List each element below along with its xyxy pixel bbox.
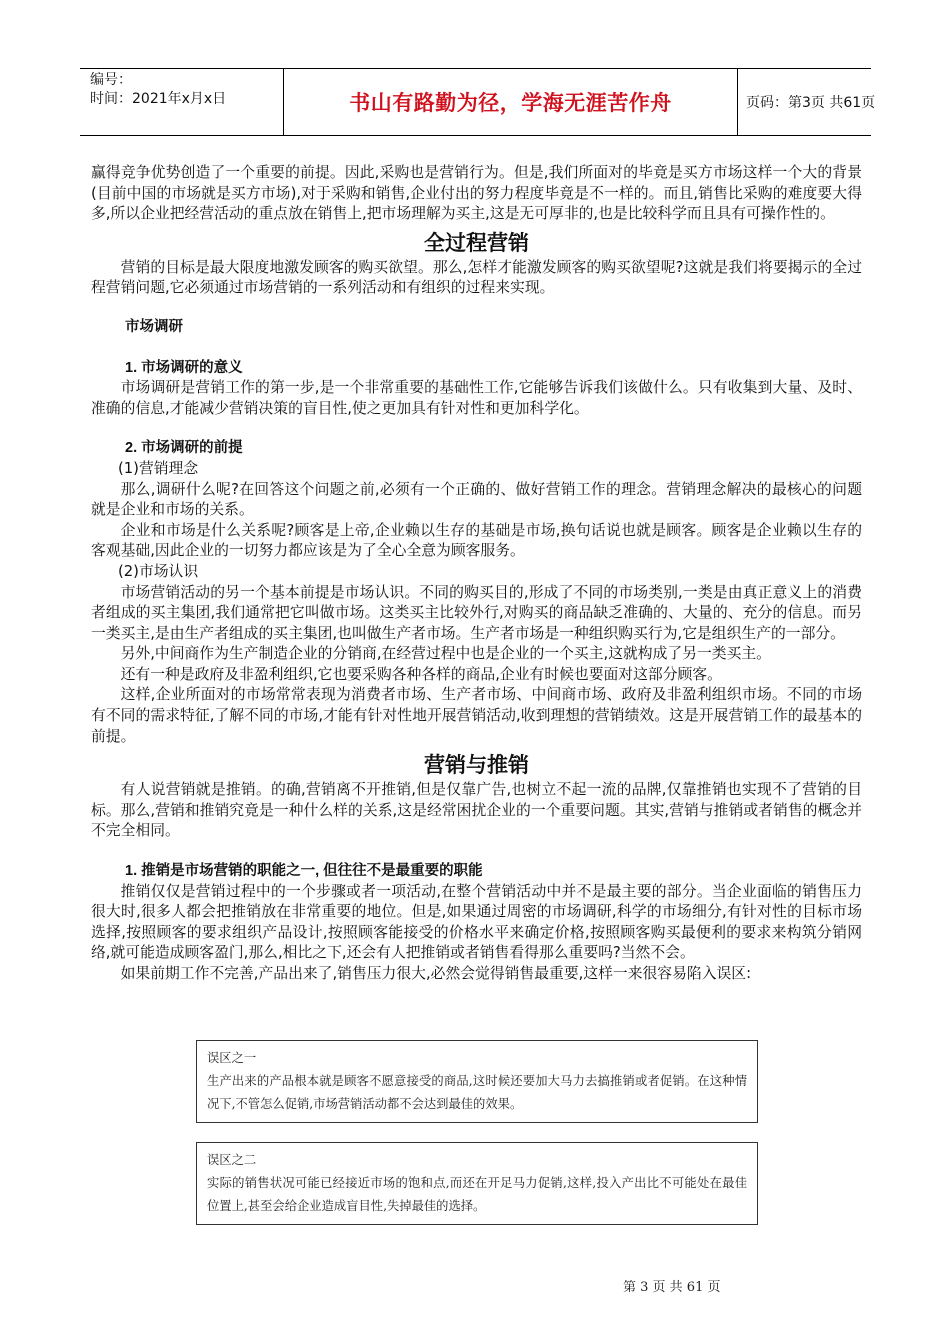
heading-research-meaning: 1. 市场调研的意义 [125, 359, 243, 376]
paragraph: 另外,中间商作为生产制造企业的分销商,在经营过程中也是企业的一个买主,这就构成了另一类买主。 [120, 645, 771, 663]
section-title-marketing-vs-selling: 营销与推销 [424, 753, 529, 778]
list-item-market-cognition: (2)市场认识 [118, 562, 199, 580]
header-meta [80, 69, 284, 135]
misconception-box-1 [196, 1040, 758, 1123]
subsection-title-market-research: 市场调研 [125, 318, 183, 335]
section-title-full-process-marketing: 全过程营销 [424, 230, 529, 255]
header-time-label: 时间：2021年x月x日 [90, 91, 227, 107]
heading-selling-function: 1. 推销是市场营销的职能之一, 但往往不是最重要的职能 [125, 863, 483, 880]
header-motto: 书山有路勤为径，学海无涯苦作舟 [284, 69, 738, 135]
list-item-marketing-concept: (1)营销理念 [118, 459, 199, 477]
misconception-title: 误区之一 [207, 1051, 257, 1065]
document-body [91, 163, 862, 985]
misconception-title: 误区之二 [207, 1153, 257, 1167]
paragraph: 企业和市场是什么关系呢?顾客是上帝,企业赖以生存的基础是市场,换句话说也就是顾客。顾客是企业赖以生存的客观基础,因此企业的一切努力都应该是为了全心全意为顾客服务。 [91, 521, 862, 560]
header-number-label: 编号： [90, 72, 132, 88]
paragraph: 推销仅仅是营销过程中的一个步骤或者一项活动,在整个营销活动中并不是最主要的部分。当企业面临的销售压力很大时,很多人都会把推销放在非常重要的地位。但是,如果通过周密的市场调研,科学的市场细分,有针对性的目标市场选择,按照顾客的要求组织产品设计,按照顾客能接受的价格水平来确定价格,按照顾客购买最便利的要求来构筑分销网络,就可能造成顾客盈门,那么,相比之下,还会有人把推销或者销售看得那么重要吗?当然不会。 [91, 882, 862, 962]
misconception-box-2 [196, 1142, 758, 1225]
heading-research-premise: 2. 市场调研的前提 [125, 440, 243, 457]
header-page-info: 页码：第3页 共61页 [746, 95, 876, 111]
misconception-text: 实际的销售状况可能已经接近市场的饱和点,而还在开足马力促销,这样,投入产出比不可能处在最佳位置上,甚至会给企业造成盲目性,失掉最佳的选择。 [207, 1176, 747, 1213]
paragraph: 那么,调研什么呢?在回答这个问题之前,必须有一个正确的、做好营销工作的理念。营销理念解决的最核心的问题就是企业和市场的关系。 [91, 480, 862, 519]
paragraph: 市场营销活动的另一个基本前提是市场认识。不同的购买目的,形成了不同的市场类别,一类是由真正意义上的消费者组成的买主集团,我们通常把它叫做市场。这类买主比较外行,对购买的商品缺乏准确的、大量的、充分的信息。而另一类买主,是由生产者组成的买主集团,也叫做生产者市场。生产者市场是一种组织购买行为,它是组织生产的一部分。 [91, 583, 862, 642]
paragraph: 有人说营销就是推销。的确,营销离不开推销,但是仅靠广告,也树立不起一流的品牌,仅靠推销也实现不了营销的目标。那么,营销和推销究竟是一种什么样的关系,这是经常困扰企业的一个重要问题。其实,营销与推销或者销售的概念并不完全相同。 [91, 781, 862, 840]
paragraph: 市场调研是营销工作的第一步,是一个非常重要的基础性工作,它能够告诉我们该做什么。只有收集到大量、及时、准确的信息,才能减少营销决策的盲目性,使之更加具有针对性和更加科学化。 [91, 379, 862, 417]
paragraph: 如果前期工作不完善,产品出来了,销售压力很大,必然会觉得销售最重要,这样一来很容易陷入误区: [120, 965, 752, 982]
paragraph: 赢得竞争优势创造了一个重要的前提。因此,采购也是营销行为。但是,我们所面对的毕竟是买方市场这样一个大的背景(目前中国的市场就是买方市场),对于采购和销售,企业付出的努力程度毕竟是不一样的。而且,销售比采购的难度要大得多,所以企业把经营活动的重点放在销售上,把市场理解为买主,这是无可厚非的,也是比较科学而且具有可操作性的。 [91, 164, 862, 223]
paragraph: 这样,企业所面对的市场常常表现为消费者市场、生产者市场、中间商市场、政府及非盈利组织市场。不同的市场有不同的需求特征,了解不同的市场,才能有针对性地开展营销活动,收到理想的营销绩效。这是开展营销工作的最基本的前提。 [91, 686, 862, 745]
page-header [80, 68, 876, 136]
page-footer: 第 3 页 共 61 页 [623, 1280, 721, 1295]
paragraph: 营销的目标是最大限度地激发顾客的购买欲望。那么,怎样才能激发顾客的购买欲望呢?这就是我们将要揭示的全过程营销问题,它必须通过市场营销的一系列活动和有组织的过程来实现。 [91, 258, 862, 297]
misconception-text: 生产出来的产品根本就是顾客不愿意接受的商品,这时候还要加大马力去搞推销或者促销。在这种情况下,不管怎么促销,市场营销活动都不会达到最佳的效果。 [207, 1074, 747, 1111]
paragraph: 还有一种是政府及非盈利组织,它也要采购各种各样的商品,企业有时候也要面对这部分顾客。 [120, 665, 722, 683]
